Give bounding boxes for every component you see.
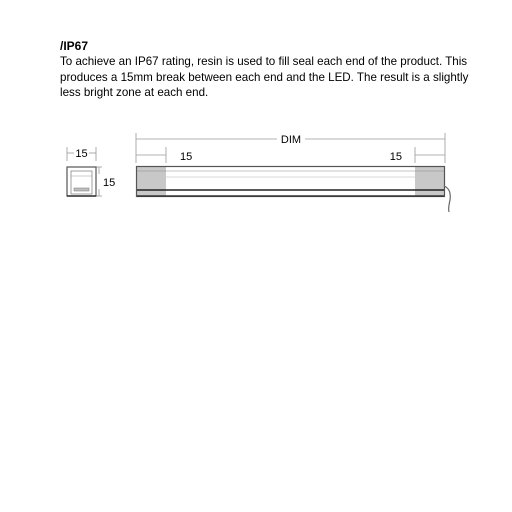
profile-width-label: 15 (75, 148, 88, 160)
profile-cross-section (67, 147, 115, 196)
profile-height-label: 15 (103, 177, 116, 189)
right-resin-zone (415, 167, 444, 196)
side-view (136, 133, 450, 212)
section-title: /IP67 (60, 39, 89, 53)
left-resin-label: 15 (180, 151, 193, 163)
led-strip-section (74, 188, 89, 191)
right-resin-label: 15 (389, 151, 402, 163)
description-line: produces a 15mm break between each end and the LED. The result is a slightly (60, 70, 469, 84)
left-resin-zone (137, 167, 166, 196)
description-line: To achieve an IP67 rating, resin is used to fill seal each end of the product. This (60, 55, 468, 68)
description-line: less bright zone at each end. (60, 86, 209, 99)
length-dim-label: DIM (280, 134, 302, 146)
